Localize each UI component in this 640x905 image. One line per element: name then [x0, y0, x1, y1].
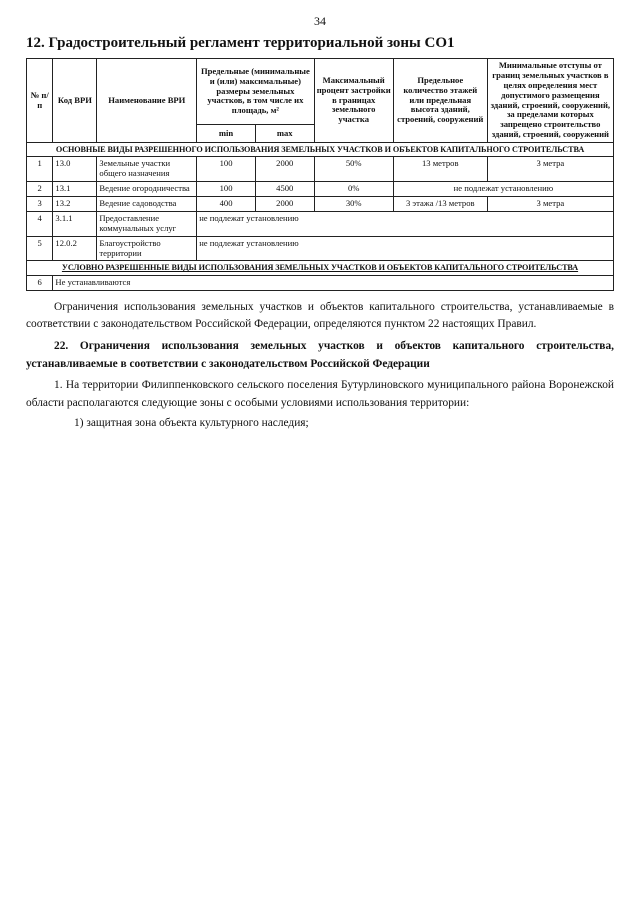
section-conditional-title: УСЛОВНО РАЗРЕШЕННЫЕ ВИДЫ ИСПОЛЬЗОВАНИЯ ЗЕМЕЛЬНЫХ УЧАСТКОВ И ОБЪЕКТОВ КАПИТАЛЬНОГО СТРОИТЕЛЬСТВА [61, 263, 579, 273]
document-title: 12. Градостроительный регламент территориальной зоны СО1 [26, 35, 455, 51]
row-num: 6 [27, 275, 53, 290]
row-merged-value: не подлежат установлению [197, 211, 614, 236]
table-row [27, 236, 614, 261]
section-heading: 22. Ограничения использования земельных участков и объектов капитального строительства, устанавливаемые в соответствии с законодательством Российской Федерации [26, 340, 614, 370]
body-text [26, 299, 614, 433]
row-text: Не устанавливаются [53, 275, 614, 290]
row-name: Земельные участки общего назначения [97, 157, 197, 182]
table-header-row [27, 59, 614, 125]
section-main-row [27, 143, 614, 157]
row-percent: 50% [314, 157, 393, 182]
header-area-max: max [255, 124, 314, 142]
section-conditional-cell [27, 261, 614, 275]
list-item: 1. На территории Филиппенковского сельского поселения Бутурлиновского муниципального района Воронежской области располагаются следующие зоны с особыми условиями использования территории: [26, 379, 614, 410]
row-num: 2 [27, 182, 53, 197]
row-code: 13.0 [53, 157, 97, 182]
section-conditional-row [27, 261, 614, 275]
list-subitem: 1) защитная зона объекта культурного наследия; [74, 416, 309, 429]
row-code: 3.1.1 [53, 211, 97, 236]
table-row [27, 275, 614, 290]
row-name: Ведение огородничества [97, 182, 197, 197]
row-max: 4500 [255, 182, 314, 197]
row-min: 100 [197, 182, 256, 197]
row-setback: 3 метра [487, 197, 613, 212]
header-area-min: min [197, 124, 256, 142]
header-floors: Предельное количество этажей или предельная высота зданий, строений, сооружений [393, 59, 487, 143]
row-merged-value: не подлежат установлению [197, 236, 614, 261]
row-num: 3 [27, 197, 53, 212]
row-name: Предоставление коммунальных услуг [97, 211, 197, 236]
header-name: Наименование ВРИ [97, 59, 197, 143]
section-main-title: ОСНОВНЫЕ ВИДЫ РАЗРЕШЕННОГО ИСПОЛЬЗОВАНИЯ ЗЕМЕЛЬНЫХ УЧАСТКОВ И ОБЪЕКТОВ КАПИТАЛЬНОГО СТРОИТЕЛЬСТВА [27, 143, 614, 157]
row-min: 100 [197, 157, 256, 182]
row-code: 13.1 [53, 182, 97, 197]
header-percent: Максимальный процент застройки в границах земельного участка [314, 59, 393, 143]
row-merged-value: не подлежат установлению [393, 182, 613, 197]
table-row [27, 211, 614, 236]
row-min: 400 [197, 197, 256, 212]
row-name: Ведение садоводства [97, 197, 197, 212]
header-num: № п/п [27, 59, 53, 143]
header-area: Предельные (минимальные и (или) максимальные) размеры земельных участков, в том числе их площадь, м² [197, 59, 314, 125]
row-num: 1 [27, 157, 53, 182]
row-max: 2000 [255, 197, 314, 212]
row-percent: 0% [314, 182, 393, 197]
row-percent: 30% [314, 197, 393, 212]
table-row [27, 197, 614, 212]
page-number: 34 [314, 14, 326, 28]
row-floors: 3 этажа /13 метров [393, 197, 487, 212]
row-num: 5 [27, 236, 53, 261]
header-setback: Минимальные отступы от границ земельных участков в целях определения мест допустимого размещения зданий, строений, сооружений, за пределами которых запрещено строительство зданий, строений, сооружений [487, 59, 613, 143]
row-num: 4 [27, 211, 53, 236]
row-setback: 3 метра [487, 157, 613, 182]
row-name: Благоустройство территории [97, 236, 197, 261]
row-max: 2000 [255, 157, 314, 182]
paragraph: Ограничения использования земельных участков и объектов капитального строительства, устанавливаемые в соответствии с законодательством Российской Федерации, определяются пунктом 22 настоящих Правил. [26, 300, 614, 331]
table-row [27, 157, 614, 182]
table-row [27, 182, 614, 197]
row-floors: 13 метров [393, 157, 487, 182]
row-code: 13.2 [53, 197, 97, 212]
row-code: 12.0.2 [53, 236, 97, 261]
regulation-table [26, 58, 614, 291]
header-code: Код ВРИ [53, 59, 97, 143]
